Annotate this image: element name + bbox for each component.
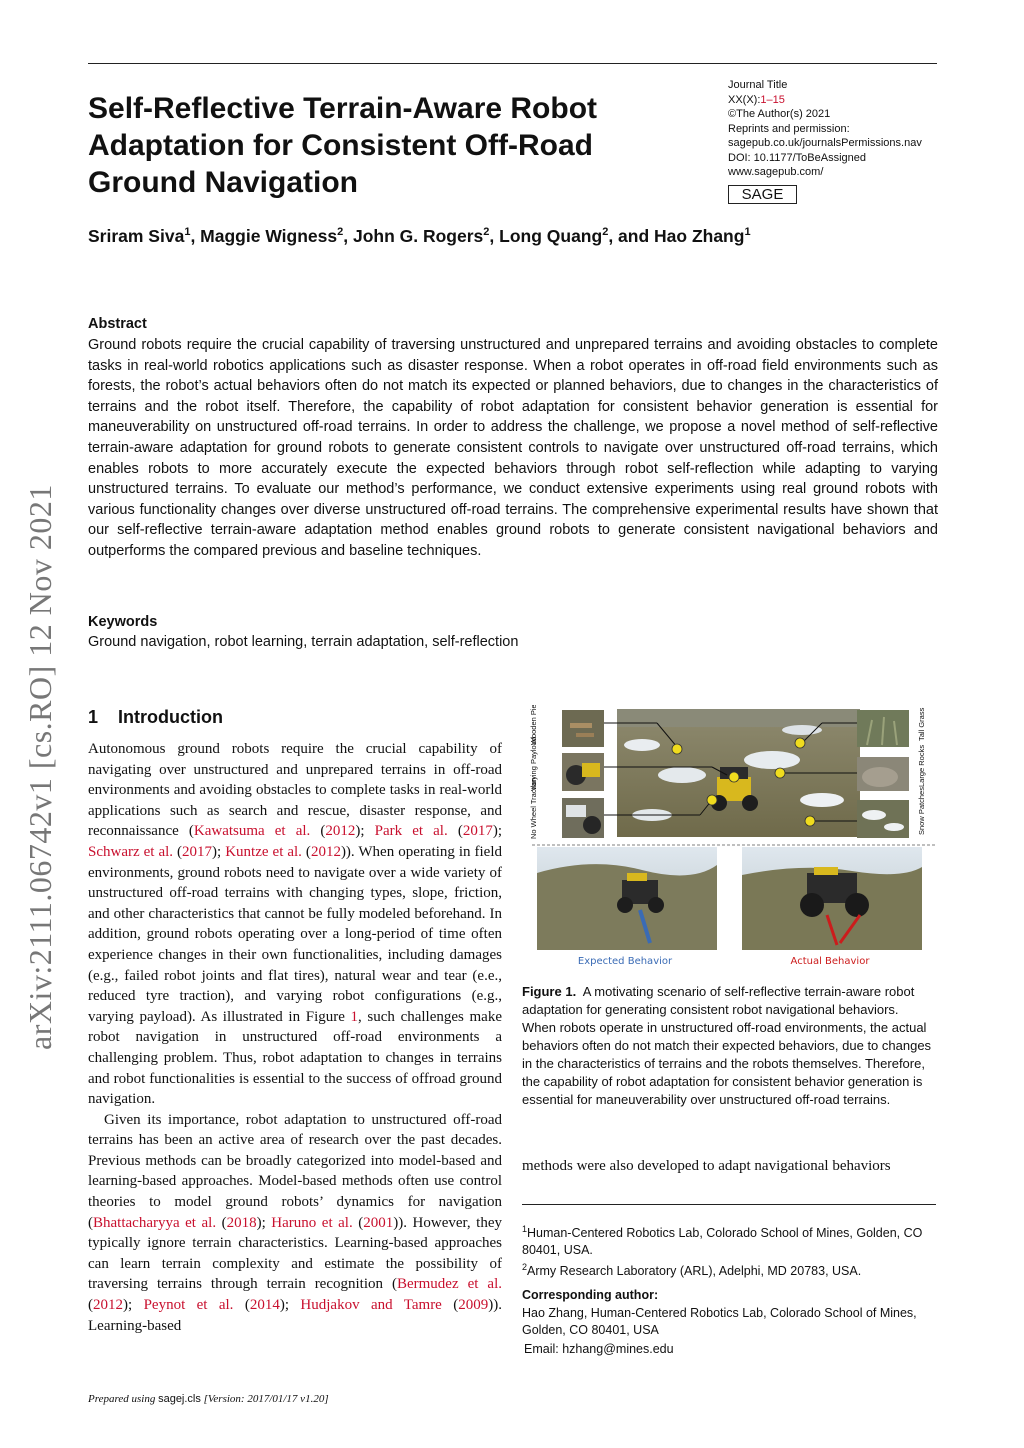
section-number: 1 (88, 707, 99, 727)
title-line-1: Self-Reflective Terrain-Aware Robot (88, 92, 598, 125)
intro-paragraph-1: Autonomous ground robots require the crucial capability of navigating over unstructured and unprepared terrains in off-road environments and avoiding obstacles to complete tasks in real-world applications such as search and rescue, disaster response, and reconnaissance (Kawatsuma et al. (2012); Park et al. (2017); Schwarz et al. (2017); Kuntze et al. (2012)). When operating in field environments, ground robots need to navigate over a wide variety of unstructured off-road terrains with changing types, slope, friction, and other characteristics that cannot be fully modeled beforehand. In addition, ground robots operating over a long-period of time often experience changes in their own functionalities, including damages (e.g., failed robot joints and flat tires), natural wear and tear (e.e., reduced tyre traction), and varying robot configurations (e.g., varying payload). As illustrated in Figure 1, such challenges make robot navigation in unstructured off-road environments a challenging problem. Thus, robot adaptation to changes in terrains and robot functionalities is essential to the success of offroad ground navigation. (88, 741, 503, 1108)
citation-link[interactable]: 2012 (93, 1297, 123, 1314)
citation-link[interactable]: 2009 (458, 1297, 489, 1314)
thumb-tall-grass (857, 710, 909, 747)
citation-link[interactable]: Peynot et al. (143, 1297, 234, 1314)
keywords-text: Ground navigation, robot learning, terrain adaptation, self-reflection (88, 634, 519, 650)
sage-logo-box: SAGE (728, 185, 797, 204)
footnote-rule (522, 1204, 936, 1205)
actual-behavior-label: Actual Behavior (790, 956, 870, 967)
citation-link[interactable]: 1 (350, 1008, 359, 1025)
journal-issue: XX(X):1–15 (728, 93, 785, 106)
author-affiliation-mark: 1 (184, 226, 191, 239)
author-affiliation-mark: 2 (337, 226, 344, 239)
keywords-heading: Keywords (88, 614, 158, 630)
abstract-heading: Abstract (88, 316, 147, 332)
fig-label-snow-patches: Snow Patches (917, 787, 926, 835)
caption-label: Figure 1. (522, 984, 577, 999)
thumb-wooden-pieces (562, 710, 604, 747)
caption-text: A motivating scenario of self-reflective terrain-aware robot adaptation for generating consistent robot navigational behaviors. When robots operate in unstructured off-road environments, the actual behaviors often do not match their expected behaviors, due to changes in the characteristics of terrains and the robots themselves. Therefore, the capability of robot adaptation for consistent behavior generation is essential for maneuverability over unstructured off-road terrains. (522, 984, 932, 1107)
corresponding-author-text: Hao Zhang, Human-Centered Robotics Lab, Colorado School of Mines, Golden, CO 80401, USA (522, 1306, 917, 1337)
author-name: Sriram Siva (88, 226, 185, 246)
footnote-1: $^1$Human-Centered Robotics Lab, Colorado School of Mines, Golden, CO 80401, USA. (522, 1224, 923, 1258)
abstract-text: Ground robots require the crucial capability of traversing unstructured and unprepared terrains and avoiding obstacles to complete tasks in real-world robotics applications such as disaster response. When a robot operates in off-road field environments such as forests, the robot’s actual behaviors often do not match its expected or planned behaviors, due to changes in the characteristics of terrains and the robot itself. Therefore, the capability of robot adaptation for consistent behavior generation is essential for maneuverability on unstructured off-road terrains. In order to address the challenge, we propose a novel method of self-reflective terrain-aware adaptation for ground robots to generate consistent controls to navigate over unstructured off-road terrains, which enables robots to more accurately execute the expected behaviors through robot self-reflection while adapting to varying unstructured terrains. To evaluate our method’s performance, we conduct extensive experiments using real ground robots with various functionality changes over diverse unstructured off-road terrains. The comprehensive experimental results have shown that our self-reflective terrain-aware adaptation method enables ground robots to generate consistent navigational behaviors and outperforms the compared previous and baseline techniques. (88, 337, 938, 559)
citation-link[interactable]: 2017 (462, 823, 493, 840)
citation-link[interactable]: 2012 (310, 843, 341, 860)
right-column-text: methods were also developed to adapt navigational behaviors (522, 1158, 891, 1174)
journal-copyright: ©The Author(s) 2021 (728, 108, 831, 120)
author-affiliation-mark: 2 (602, 226, 609, 239)
fig-label-wooden-pieces: Wooden Pieces (529, 705, 538, 745)
footnotes (522, 1221, 936, 1280)
citation-link[interactable]: Kawatsuma et al. (193, 823, 311, 840)
top-rule (88, 63, 937, 64)
citation-link[interactable]: 2017 (182, 843, 213, 860)
journal-doi: DOI: 10.1177/ToBeAssigned (728, 151, 866, 164)
author-name: Maggie Wigness (200, 226, 338, 246)
corresponding-email: Email: hzhang@mines.edu (524, 1342, 674, 1356)
thumb-large-rocks (857, 757, 909, 791)
citation-link[interactable]: Park et al. (374, 823, 448, 840)
title-line-2: Adaptation for Consistent Off-Road (88, 129, 593, 162)
thumb-no-wheel-traction (562, 798, 604, 838)
journal-website: www.sagepub.com/ (728, 166, 824, 178)
citation-link[interactable]: Haruno et al. (271, 1214, 353, 1231)
journal-name: Journal Title (728, 79, 788, 91)
arxiv-side-label: arXiv:2111.06742v1 [cs.RO] 12 Nov 2021 (22, 484, 58, 1050)
intro-paragraph-2: Given its importance, robot adaptation to unstructured off-road terrains has been an active area of research over the past decades. Previous methods can be broadly categorized into model-based and learning-based approaches. Model-based methods often use control theories to model ground robots’ dynamics for navigation (Bhattacharyya et al. (2018); Haruno et al. (2001)). However, they typically ignore terrain characteristics. Learning-based approaches can learn terrain complexity and estimate the possibility of traversing terrains through terrain recognition (Bermudez et al. (2012); Peynot et al. (2014); Hudjakov and Tamre (2009)). Learning-based (88, 1111, 503, 1334)
expected-behavior-label: Expected Behavior (577, 956, 673, 967)
citation-link[interactable]: 2012 (325, 823, 356, 840)
figure-1-caption (522, 983, 936, 1109)
corresponding-author-heading: Corresponding author: (522, 1288, 659, 1302)
figure-1-illustration (522, 705, 936, 973)
page-footer: Prepared using sagej.cls [Version: 2017/01/17 v1.20] (88, 1393, 329, 1405)
author-name: Hao Zhang (654, 226, 745, 246)
journal-pages-link[interactable]: 1–15 (760, 93, 785, 106)
fig-label-tall-grass: Tall Grass (917, 707, 926, 741)
fig-label-no-wheel-traction: No Wheel Traction (529, 777, 538, 839)
citation-link[interactable]: 2001 (363, 1214, 394, 1231)
title-line-3: Ground Navigation (88, 166, 358, 199)
citation-link[interactable]: 2018 (226, 1214, 257, 1231)
citation-link[interactable]: Kuntze et al. (225, 843, 302, 860)
paper-title (88, 90, 688, 201)
author-name: Long Quang (499, 226, 603, 246)
author-affiliation-mark: 2 (483, 226, 490, 239)
journal-reprints-url: sagepub.co.uk/journalsPermissions.nav (728, 137, 922, 149)
journal-info (728, 78, 948, 180)
citation-link[interactable]: 2014 (249, 1297, 280, 1314)
author-name: John G. Rogers (352, 226, 484, 246)
journal-reprints: Reprints and permission: (728, 122, 850, 135)
section-title: Introduction (118, 707, 223, 727)
fig-label-varying-payload: Varying Payload (529, 736, 538, 791)
citation-link[interactable]: Schwarz et al. (88, 843, 174, 860)
citation-link[interactable]: Bhattacharyya et al. (93, 1214, 217, 1231)
intro-column (88, 739, 502, 1336)
thumb-varying-payload (562, 753, 604, 791)
thumb-snow-patches (857, 800, 909, 838)
footnote-2: $^2$Army Research Laboratory (ARL), Adelphi, MD 20783, USA. (522, 1262, 862, 1279)
citation-link[interactable]: Hudjakov and Tamre (300, 1297, 442, 1314)
author-affiliation-mark: 1 (744, 226, 751, 239)
actual-behavior-photo (742, 847, 922, 950)
fig-label-large-rocks: Large Rocks (917, 744, 926, 787)
figure-1 (522, 705, 936, 973)
citation-link[interactable]: Bermudez et al. (396, 1276, 502, 1293)
footer-cls-name: sagej.cls (158, 1393, 201, 1405)
author-list: Sriram Siva$^1$, Maggie Wigness$^2$, John G. Rogers$^2$, Long Quang$^2$, and Hao Zhang$^1$ (88, 226, 751, 246)
expected-behavior-photo (537, 847, 717, 950)
